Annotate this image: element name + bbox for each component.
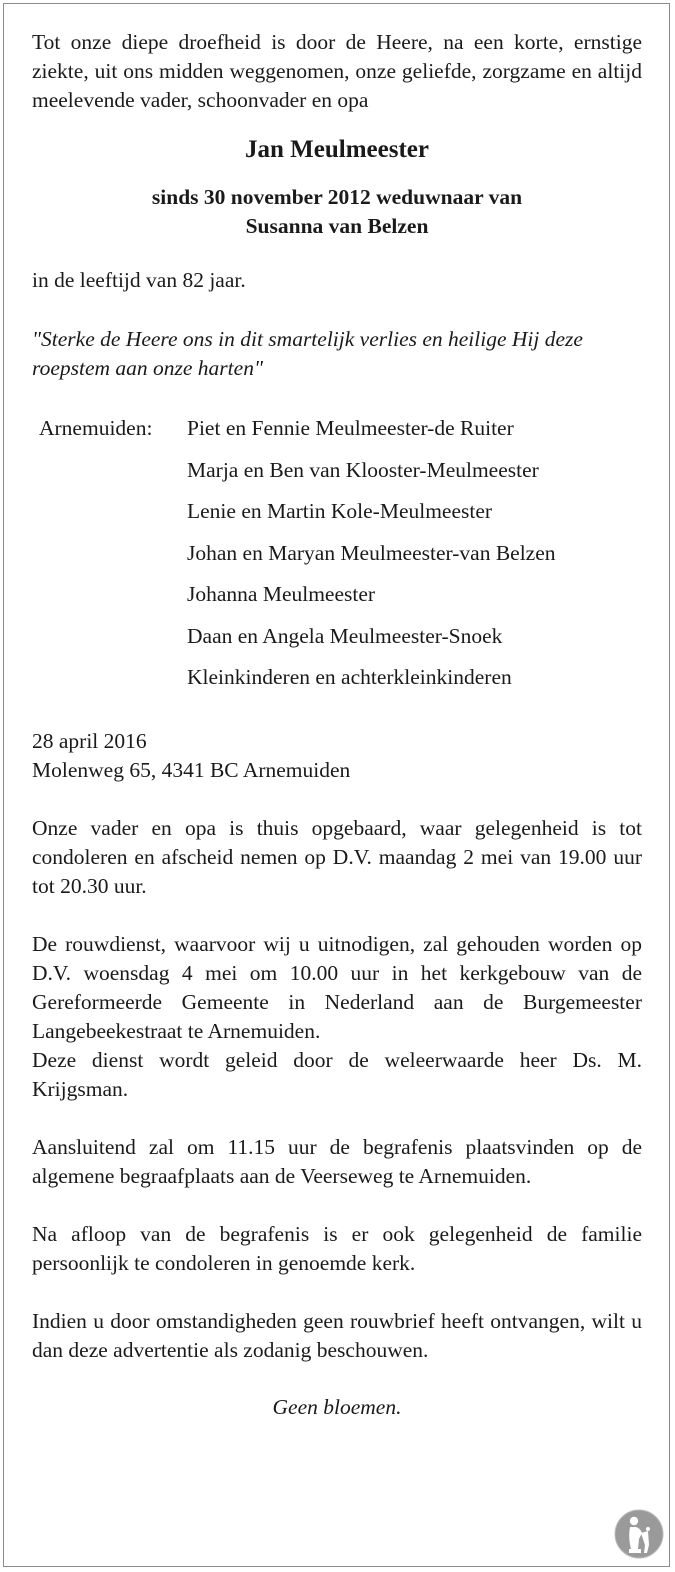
service-block	[32, 930, 642, 1104]
address: Molenweg 65, 4341 BC Arnemuiden	[32, 757, 351, 782]
deceased-name: Jan Meulmeester	[245, 136, 429, 163]
verse-quote: "Sterke de Heere ons in dit smartelijk verlies en heilige Hij deze roepstem aan onze harten"	[32, 327, 583, 380]
family-place: Arnemuiden:	[39, 416, 153, 440]
age-text: in de leeftijd van 82 jaar.	[32, 268, 246, 292]
family-row	[32, 580, 642, 622]
closing-note: Geen bloemen.	[272, 1394, 402, 1419]
family-member: Piet en Fennie Meulmeester-de Ruiter	[187, 416, 514, 440]
family-row	[32, 497, 642, 539]
family-member: Lenie en Martin Kole-Meulmeester	[187, 499, 493, 523]
family-row	[32, 663, 642, 705]
family-row	[32, 539, 642, 581]
burial-text: Aansluitend zal om 11.15 uur de begrafenis plaatsvinden op de algemene begraafplaats aan de Veerseweg te Arnemuiden.	[32, 1134, 642, 1188]
service-leader-text: Deze dienst wordt geleid door de weleerwaarde heer Ds. M. Krijgsman.	[32, 1047, 642, 1101]
service-text: De rouwdienst, waarvoor wij u uitnodigen, zal gehouden worden op D.V. woensdag 4 mei om 10.00 uur in het kerkgebouw van de Gereformeerde Gemeente in Nederland aan de Burgemeester Langebeekestraat te Arnemuiden.	[32, 931, 642, 1043]
condolences-text: Na afloop van de begrafenis is er ook gelegenheid de familie persoonlijk te condoleren in genoemde kerk.	[32, 1221, 642, 1275]
family-member: Johanna Meulmeester	[187, 582, 376, 606]
intro-text: Tot onze diepe droefheid is door de Heere, na een korte, ernstige ziekte, uit ons midden weggenomen, onze geliefde, zorgzame en altijd meelevende vader, schoonvader en opa	[32, 30, 642, 112]
notice-text: Indien u door omstandigheden geen rouwbrief heeft ontvangen, wilt u dan deze advertentie als zodanig beschouwen.	[32, 1308, 642, 1362]
obituary-content	[32, 28, 642, 1422]
family-member: Daan en Angela Meulmeester-Snoek	[187, 623, 503, 648]
family-member: Johan en Maryan Meulmeester-van Belzen	[187, 540, 556, 565]
widower-note	[32, 183, 642, 241]
family-row	[32, 456, 642, 498]
widower-line-2: Susanna van Belzen	[245, 214, 429, 238]
family-row	[32, 414, 642, 456]
family-member: Marja en Ben van Klooster-Meulmeester	[187, 457, 539, 482]
date-address	[32, 727, 642, 785]
mourning-figure-icon	[614, 1509, 664, 1559]
family-member: Kleinkinderen en achterkleinkinderen	[187, 665, 512, 689]
family-list	[32, 414, 642, 705]
date: 28 april 2016	[32, 728, 147, 753]
widower-line-1: sinds 30 november 2012 weduwnaar van	[151, 185, 523, 209]
family-row	[32, 622, 642, 664]
viewing-text: Onze vader en opa is thuis opgebaard, waar gelegenheid is tot condoleren en afscheid nemen op D.V. maandag 2 mei van 19.00 uur tot 20.30 uur.	[32, 815, 642, 898]
